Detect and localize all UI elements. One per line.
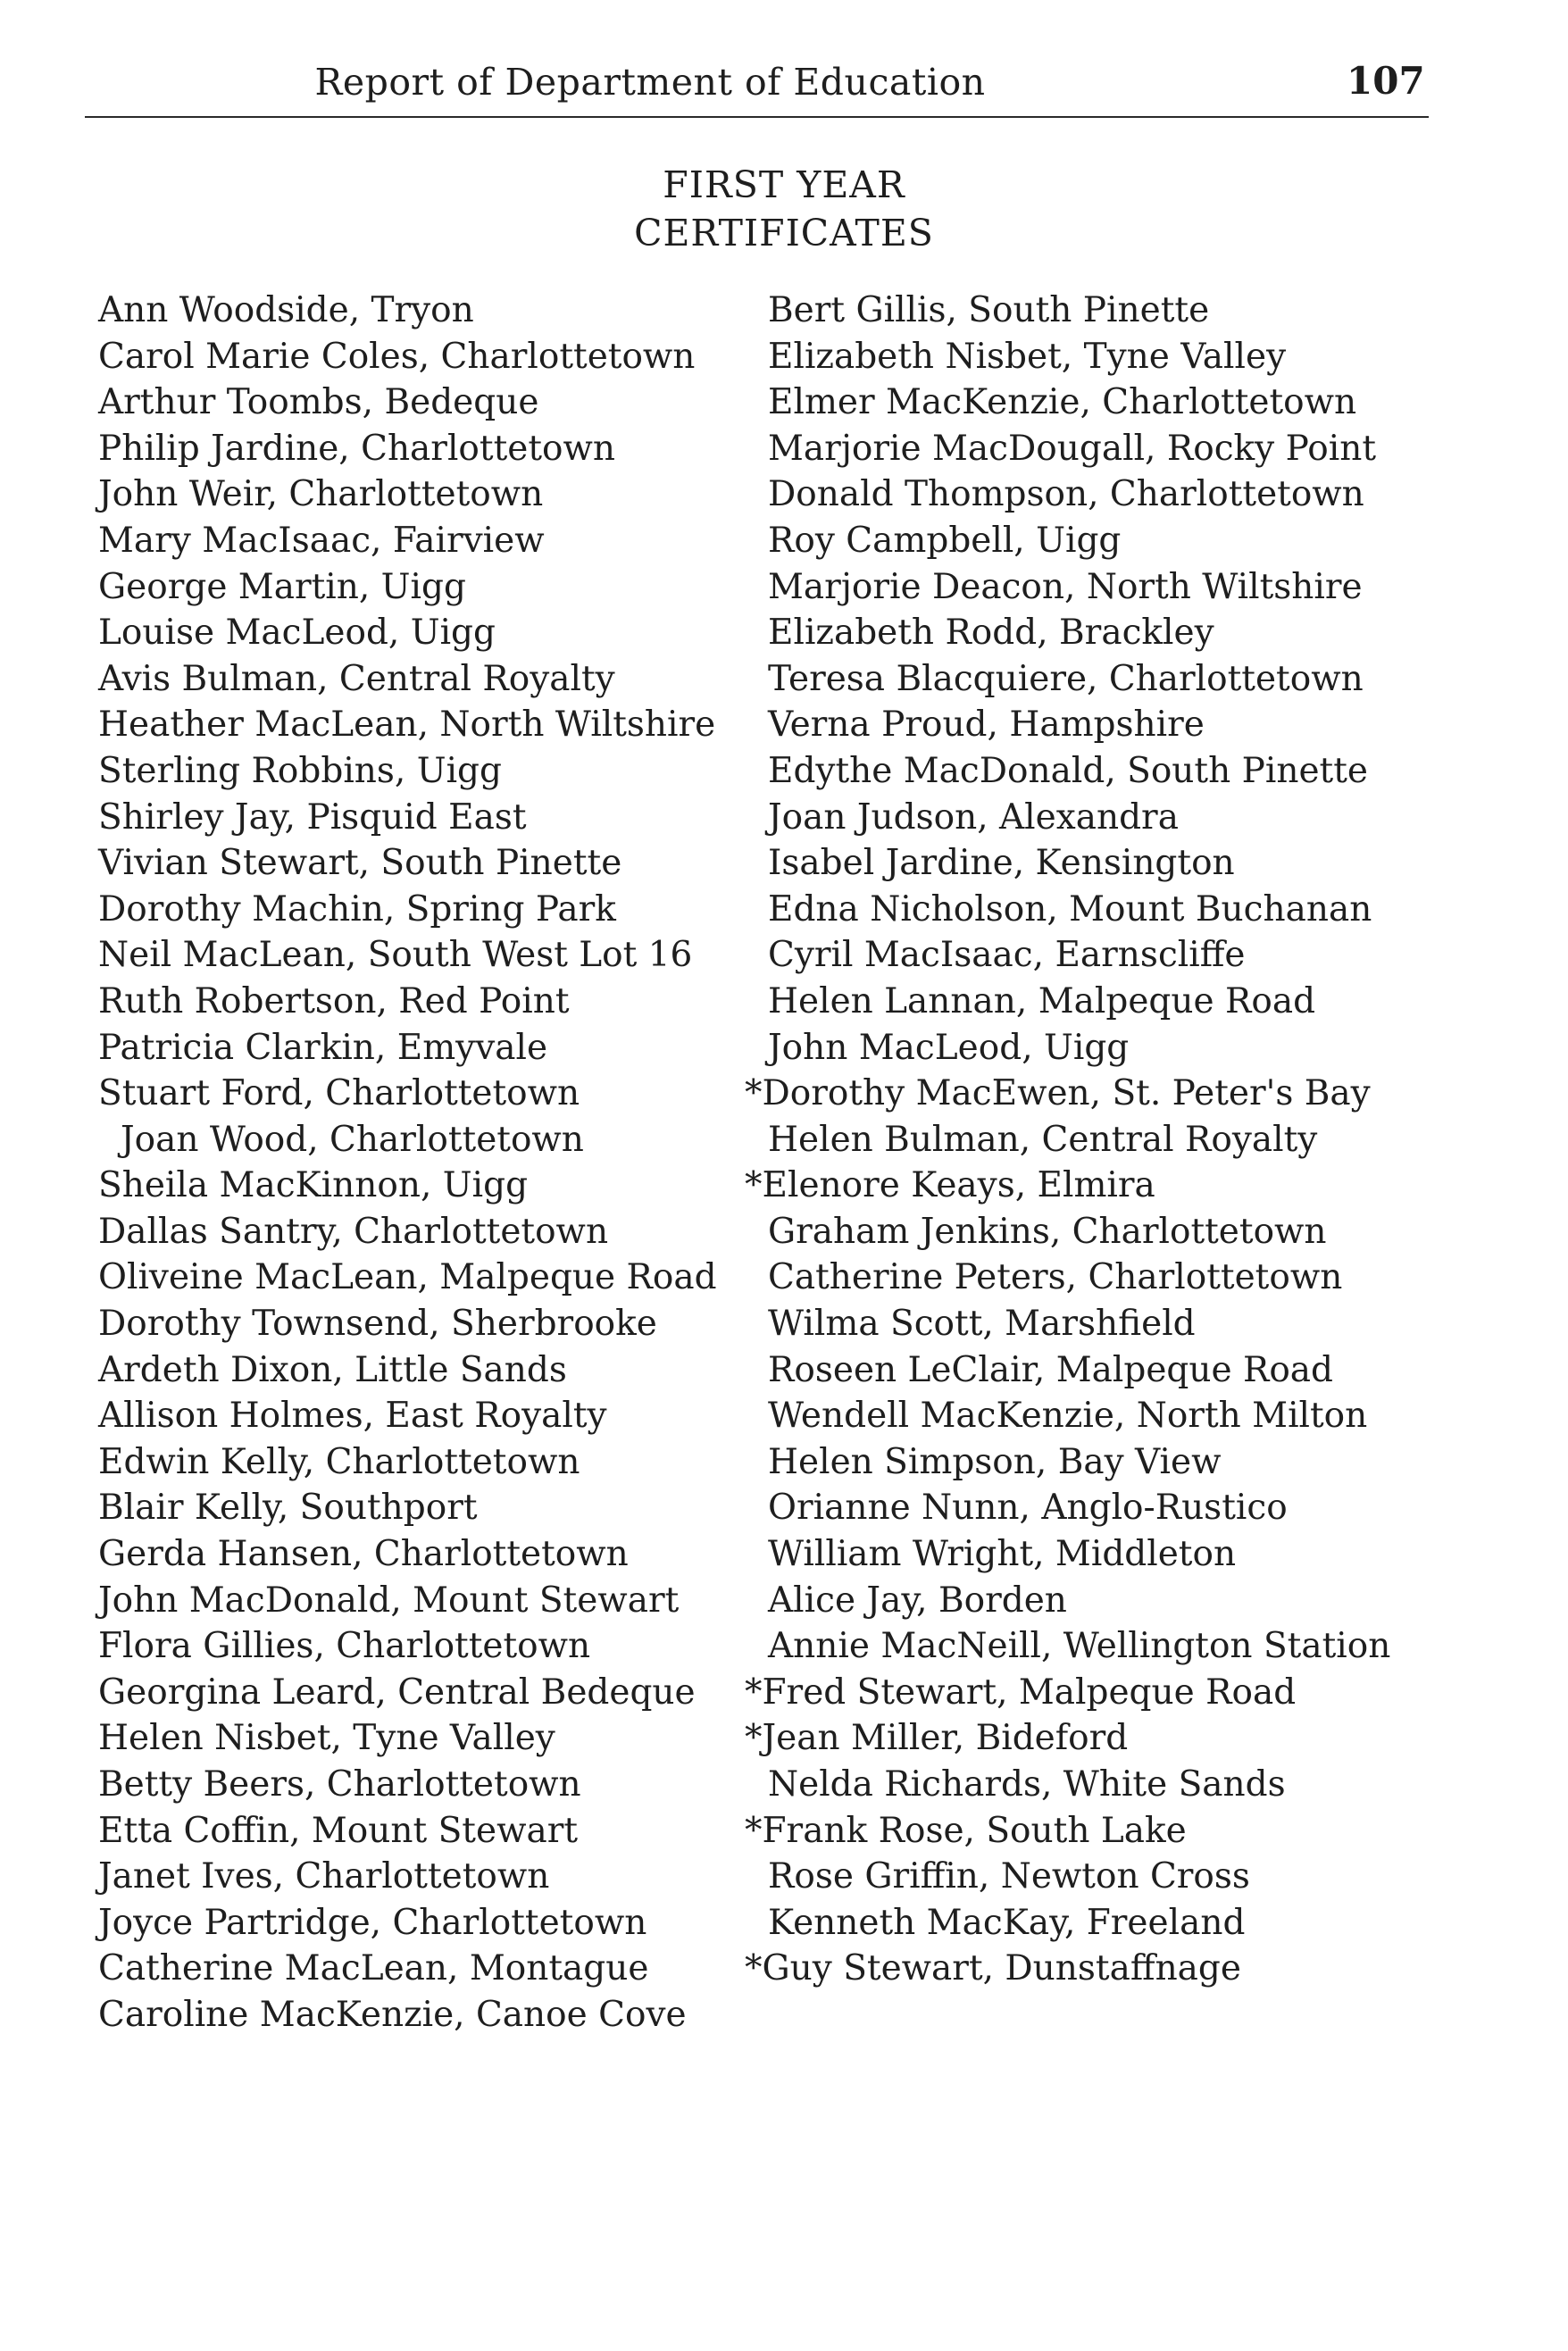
certificate-entry: Shirley Jay, Pisquid East <box>98 796 527 838</box>
right-column-list <box>745 288 1554 1992</box>
certificate-entry: Joan Wood, Charlottetown <box>121 1119 584 1160</box>
certificate-entry: Ardeth Dixon, Little Sands <box>98 1349 567 1390</box>
certificate-entry: William Wright, Middleton <box>768 1534 1237 1575</box>
certificate-entry: Helen Bulman, Central Royalty <box>768 1119 1318 1160</box>
certificate-entry: *Dorothy MacEwen, St. Peter's Bay <box>745 1073 1371 1114</box>
certificate-entry: Elizabeth Rodd, Brackley <box>768 613 1214 654</box>
certificate-entry: John MacLeod, Uigg <box>768 1027 1130 1068</box>
certificate-entry: *Jean Miller, Bideford <box>745 1718 1129 1759</box>
certificate-entry: Betty Beers, Charlottetown <box>98 1764 581 1805</box>
certificate-entry: Roy Campbell, Uigg <box>768 520 1122 561</box>
certificate-entry: Janet Ives, Charlottetown <box>98 1856 550 1897</box>
certificate-entry: Rose Griffin, Newton Cross <box>768 1856 1250 1897</box>
section-title <box>0 161 1568 257</box>
certificate-entry: Verna Proud, Hampshire <box>768 704 1205 746</box>
certificate-entry: Ruth Robertson, Red Point <box>98 980 570 1021</box>
certificate-entry: Philip Jardine, Charlottetown <box>98 428 615 469</box>
certificate-entry: Nelda Richards, White Sands <box>768 1764 1286 1805</box>
certificate-entry: Avis Bulman, Central Royalty <box>98 658 615 699</box>
certificate-entry: Cyril MacIsaac, Earnscliffe <box>768 935 1246 976</box>
certificate-entry: Elmer MacKenzie, Charlottetown <box>768 382 1357 423</box>
header-rule <box>85 116 1429 118</box>
certificate-entry: *Frank Rose, South Lake <box>745 1810 1187 1851</box>
certificate-entry: Neil MacLean, South West Lot 16 <box>98 935 693 976</box>
certificate-entry: Stuart Ford, Charlottetown <box>98 1073 580 1114</box>
certificate-entry: Graham Jenkins, Charlottetown <box>768 1211 1327 1252</box>
certificate-entry: Annie MacNeill, Wellington Station <box>768 1626 1391 1667</box>
certificate-entry: Blair Kelly, Southport <box>98 1488 478 1529</box>
left-column-list <box>98 288 777 2038</box>
certificate-entry: Allison Holmes, East Royalty <box>98 1396 607 1437</box>
certificate-entry: Joyce Partridge, Charlottetown <box>98 1902 647 1943</box>
certificate-entry: Kenneth MacKay, Freeland <box>768 1902 1246 1943</box>
certificate-entry: Sheila MacKinnon, Uigg <box>98 1165 529 1206</box>
certificate-entry: Edythe MacDonald, South Pinette <box>768 750 1368 791</box>
certificate-entry: Dorothy Machin, Spring Park <box>98 888 616 930</box>
certificate-entry: Donald Thompson, Charlottetown <box>768 474 1364 515</box>
certificate-entry: Orianne Nunn, Anglo-Rustico <box>768 1488 1288 1529</box>
certificate-entry: Oliveine MacLean, Malpeque Road <box>98 1257 717 1298</box>
certificate-entry: Arthur Toombs, Bedeque <box>98 382 539 423</box>
certificate-entry: John Weir, Charlottetown <box>98 474 544 515</box>
certificate-entry: Etta Coffin, Mount Stewart <box>98 1810 579 1851</box>
certificate-entry: George Martin, Uigg <box>98 566 466 607</box>
section-title-line-2: CERTIFICATES <box>634 212 934 254</box>
certificate-entry: Helen Nisbet, Tyne Valley <box>98 1718 555 1759</box>
certificate-entry: Joan Judson, Alexandra <box>768 796 1179 838</box>
certificate-entry: Catherine MacLean, Montague <box>98 1948 649 1989</box>
certificate-entry: Wendell MacKenzie, North Milton <box>768 1396 1368 1437</box>
certificate-entry: Gerda Hansen, Charlottetown <box>98 1534 629 1575</box>
certificate-entry: Louise MacLeod, Uigg <box>98 613 496 654</box>
certificate-entry: *Fred Stewart, Malpeque Road <box>745 1672 1297 1713</box>
certificate-entry: Teresa Blacquiere, Charlottetown <box>768 658 1364 699</box>
running-header-title: Report of Department of Education <box>314 61 986 104</box>
certificate-entry: Heather MacLean, North Wiltshire <box>98 704 716 746</box>
certificate-entry: Wilma Scott, Marshfield <box>768 1304 1196 1345</box>
certificate-entry: Alice Jay, Borden <box>768 1580 1067 1621</box>
certificate-entry: Patricia Clarkin, Emyvale <box>98 1027 548 1068</box>
certificate-entry: Flora Gillies, Charlottetown <box>98 1626 591 1667</box>
certificate-entry: Dorothy Townsend, Sherbrooke <box>98 1304 657 1345</box>
certificate-entry: Isabel Jardine, Kensington <box>768 843 1235 884</box>
certificate-entry: Helen Lannan, Malpeque Road <box>768 980 1316 1021</box>
certificate-entry: Roseen LeClair, Malpeque Road <box>768 1349 1334 1390</box>
certificate-entry: Georgina Leard, Central Bedeque <box>98 1672 696 1713</box>
certificate-entry: Edna Nicholson, Mount Buchanan <box>768 888 1372 930</box>
certificate-entry: Sterling Robbins, Uigg <box>98 750 502 791</box>
section-title-line-1: FIRST YEAR <box>663 163 905 206</box>
certificate-entry: Carol Marie Coles, Charlottetown <box>98 336 696 377</box>
certificate-entry: *Guy Stewart, Dunstaffnage <box>745 1948 1241 1989</box>
certificate-entry: Ann Woodside, Tryon <box>98 290 474 330</box>
certificate-entry: Catherine Peters, Charlottetown <box>768 1257 1343 1298</box>
page-number: 107 <box>1347 59 1425 103</box>
certificate-entry: Marjorie Deacon, North Wiltshire <box>768 566 1363 607</box>
certificate-entry: John MacDonald, Mount Stewart <box>98 1580 680 1621</box>
certificate-entry: Helen Simpson, Bay View <box>768 1441 1222 1482</box>
certificate-entry: Caroline MacKenzie, Canoe Cove <box>98 1994 687 2035</box>
certificate-entry: Mary MacIsaac, Fairview <box>98 520 545 561</box>
certificate-entry: Vivian Stewart, South Pinette <box>98 843 622 884</box>
certificate-entry: *Elenore Keays, Elmira <box>745 1165 1155 1206</box>
certificate-entry: Dallas Santry, Charlottetown <box>98 1211 609 1252</box>
certificate-entry: Bert Gillis, South Pinette <box>768 290 1210 330</box>
certificate-entry: Marjorie MacDougall, Rocky Point <box>768 428 1376 469</box>
certificate-entry: Edwin Kelly, Charlottetown <box>98 1441 580 1482</box>
certificate-entry: Elizabeth Nisbet, Tyne Valley <box>768 336 1287 377</box>
